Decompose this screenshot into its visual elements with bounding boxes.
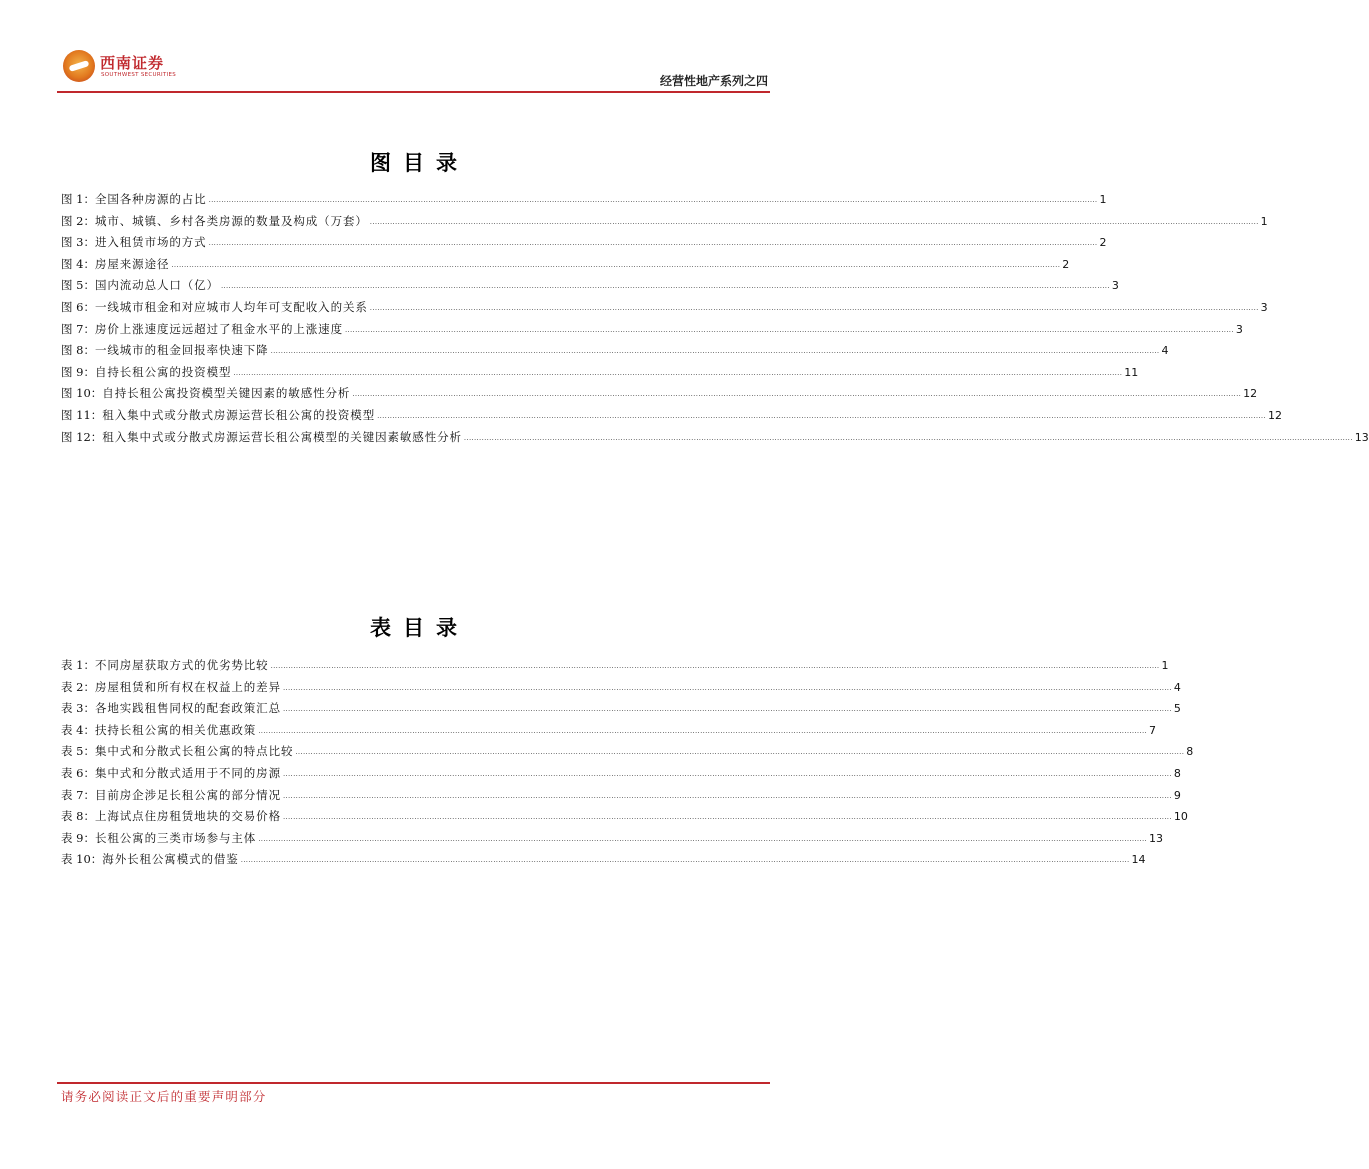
- entry-title: 集中式和分散式适用于不同的房源: [94, 765, 281, 780]
- table-index-entry[interactable]: [61, 657, 1169, 679]
- page-number: 8: [1173, 766, 1181, 780]
- page-number: 13: [1354, 430, 1369, 444]
- table-index-entry[interactable]: [61, 700, 1181, 722]
- figure-index-entry[interactable]: [61, 234, 1107, 256]
- table-index-entry[interactable]: [61, 787, 1181, 809]
- dot-leader: [370, 218, 1259, 226]
- dot-leader: [283, 813, 1172, 821]
- series-title: 经营性地产系列之四: [659, 74, 768, 88]
- entry-label: 图 5：: [61, 278, 95, 293]
- table-index-entry[interactable]: [61, 808, 1188, 830]
- dot-leader: [370, 304, 1259, 312]
- dot-leader: [209, 239, 1098, 247]
- figure-index-entry[interactable]: [61, 256, 1070, 278]
- table-index-entry[interactable]: [61, 830, 1164, 852]
- entry-title: 房屋租赁和所有权在权益上的差异: [94, 679, 281, 694]
- entry-label: 图 8：: [61, 343, 95, 358]
- entry-label: 图 6：: [61, 299, 95, 314]
- entry-title: 海外长租公寓模式的借鉴: [102, 852, 239, 867]
- entry-title: 城市、城镇、乡村各类房源的数量及构成（万套）: [94, 213, 368, 228]
- table-index-title: 表目录: [370, 615, 469, 640]
- page-number: 9: [1173, 788, 1181, 802]
- entry-title: 各地实践租售同权的配套政策汇总: [94, 701, 281, 716]
- entry-title: 自持长租公寓的投资模型: [94, 364, 232, 379]
- page-header: [57, 48, 770, 92]
- entry-title: 集中式和分散式长租公寓的特点比较: [94, 744, 294, 759]
- entry-label: 图 7：: [61, 321, 95, 336]
- entry-label: 表 3：: [61, 701, 95, 716]
- page-number: 2: [1099, 236, 1107, 250]
- table-index-entry[interactable]: [61, 851, 1146, 873]
- page-number: 11: [1124, 365, 1139, 379]
- entry-label: 表 5：: [61, 744, 95, 759]
- entry-label: 图 12：: [61, 429, 103, 444]
- page-number: 3: [1111, 279, 1119, 293]
- figure-index-list: [61, 191, 1369, 450]
- page-number: 7: [1149, 723, 1157, 737]
- dot-leader: [283, 705, 1172, 713]
- figure-index-entry[interactable]: [61, 364, 1139, 386]
- figure-index-title: 图目录: [370, 150, 469, 175]
- logo-emblem-icon: [63, 50, 95, 82]
- header-divider: [57, 91, 770, 93]
- table-index-entry[interactable]: [61, 765, 1181, 787]
- table-index-entry[interactable]: [61, 743, 1194, 765]
- entry-title: 进入租赁市场的方式: [94, 235, 207, 250]
- entry-label: 图 10：: [61, 386, 103, 401]
- entry-label: 表 4：: [61, 722, 95, 737]
- entry-label: 表 6：: [61, 765, 95, 780]
- page-number: 1: [1260, 214, 1268, 228]
- dot-leader: [209, 196, 1098, 204]
- logo-english-name: SOUTHWEST SECURITIES: [101, 72, 177, 78]
- entry-title: 一线城市租金和对应城市人均年可支配收入的关系: [94, 299, 368, 314]
- entry-title: 房价上涨速度远远超过了租金水平的上涨速度: [94, 321, 343, 336]
- dot-leader: [283, 684, 1172, 692]
- dot-leader: [377, 412, 1266, 420]
- page-number: 10: [1173, 810, 1188, 824]
- figure-index-entry[interactable]: [61, 299, 1268, 321]
- page-number: 3: [1235, 322, 1243, 336]
- page-number: 14: [1131, 853, 1146, 867]
- figure-index-entry[interactable]: [61, 321, 1243, 343]
- page-number: 12: [1243, 387, 1258, 401]
- entry-title: 长租公寓的三类市场参与主体: [94, 830, 257, 845]
- dot-leader: [258, 727, 1147, 735]
- table-index-entry[interactable]: [61, 722, 1157, 744]
- entry-label: 表 2：: [61, 679, 95, 694]
- dot-leader: [283, 770, 1172, 778]
- page-number: 12: [1267, 408, 1282, 422]
- entry-title: 一线城市的租金回报率快速下降: [94, 343, 269, 358]
- dot-leader: [258, 835, 1147, 843]
- dot-leader: [345, 326, 1234, 334]
- dot-leader: [295, 748, 1184, 756]
- figure-index-entry[interactable]: [61, 429, 1369, 451]
- entry-label: 表 1：: [61, 658, 95, 672]
- entry-label: 表 7：: [61, 787, 95, 802]
- table-index-entry[interactable]: [61, 679, 1181, 701]
- entry-title: 国内流动总人口（亿）: [94, 278, 219, 293]
- entry-label: 图 11：: [61, 407, 103, 422]
- page-number: 1: [1099, 193, 1107, 206]
- figure-index-entry[interactable]: [61, 277, 1119, 299]
- entry-label: 表 9：: [61, 830, 95, 845]
- dot-leader: [171, 261, 1060, 269]
- dot-leader: [221, 282, 1110, 290]
- entry-label: 图 4：: [61, 256, 95, 271]
- figure-index-entry[interactable]: [61, 191, 1107, 213]
- footer-divider: [57, 1082, 770, 1084]
- page-number: 1: [1161, 659, 1169, 672]
- entry-title: 上海试点住房租赁地块的交易价格: [94, 809, 281, 824]
- dot-leader: [241, 856, 1130, 864]
- entry-title: 租入集中式或分散式房源运营长租公寓模型的关键因素敏感性分析: [102, 429, 462, 444]
- entry-label: 图 1：: [61, 192, 95, 206]
- entry-label: 表 8：: [61, 809, 95, 824]
- page-number: 13: [1149, 831, 1164, 845]
- page-number: 5: [1173, 702, 1181, 716]
- entry-label: 图 2：: [61, 213, 95, 228]
- page-number: 2: [1062, 257, 1070, 271]
- entry-title: 不同房屋获取方式的优劣势比较: [94, 658, 269, 672]
- entry-title: 扶持长租公寓的相关优惠政策: [94, 722, 257, 737]
- company-logo: [63, 50, 183, 86]
- dot-leader: [283, 792, 1172, 800]
- page-number: 4: [1173, 680, 1181, 694]
- figure-index-entry[interactable]: [61, 407, 1282, 429]
- figure-index-entry[interactable]: [61, 342, 1169, 364]
- figure-index-entry[interactable]: [61, 385, 1258, 407]
- entry-title: 房屋来源途径: [94, 256, 170, 271]
- dot-leader: [233, 369, 1122, 377]
- figure-index-entry[interactable]: [61, 213, 1268, 235]
- table-index-list: [61, 657, 1194, 873]
- entry-label: 图 9：: [61, 364, 95, 379]
- dot-leader: [464, 434, 1353, 442]
- entry-label: 图 3：: [61, 235, 95, 250]
- logo-chinese-name: 西南证券: [100, 54, 165, 72]
- entry-title: 目前房企涉足长租公寓的部分情况: [94, 787, 281, 802]
- page-number: 3: [1260, 300, 1268, 314]
- page-number: 4: [1161, 344, 1169, 358]
- entry-title: 全国各种房源的占比: [94, 192, 207, 206]
- page-number: 8: [1186, 745, 1194, 759]
- dot-leader: [271, 662, 1160, 670]
- entry-title: 自持长租公寓投资模型关键因素的敏感性分析: [102, 386, 351, 401]
- entry-title: 租入集中式或分散式房源运营长租公寓的投资模型: [102, 407, 376, 422]
- disclaimer-note: 请务必阅读正文后的重要声明部分: [61, 1089, 267, 1104]
- dot-leader: [271, 347, 1160, 355]
- dot-leader: [352, 390, 1241, 398]
- entry-label: 表 10：: [61, 852, 103, 867]
